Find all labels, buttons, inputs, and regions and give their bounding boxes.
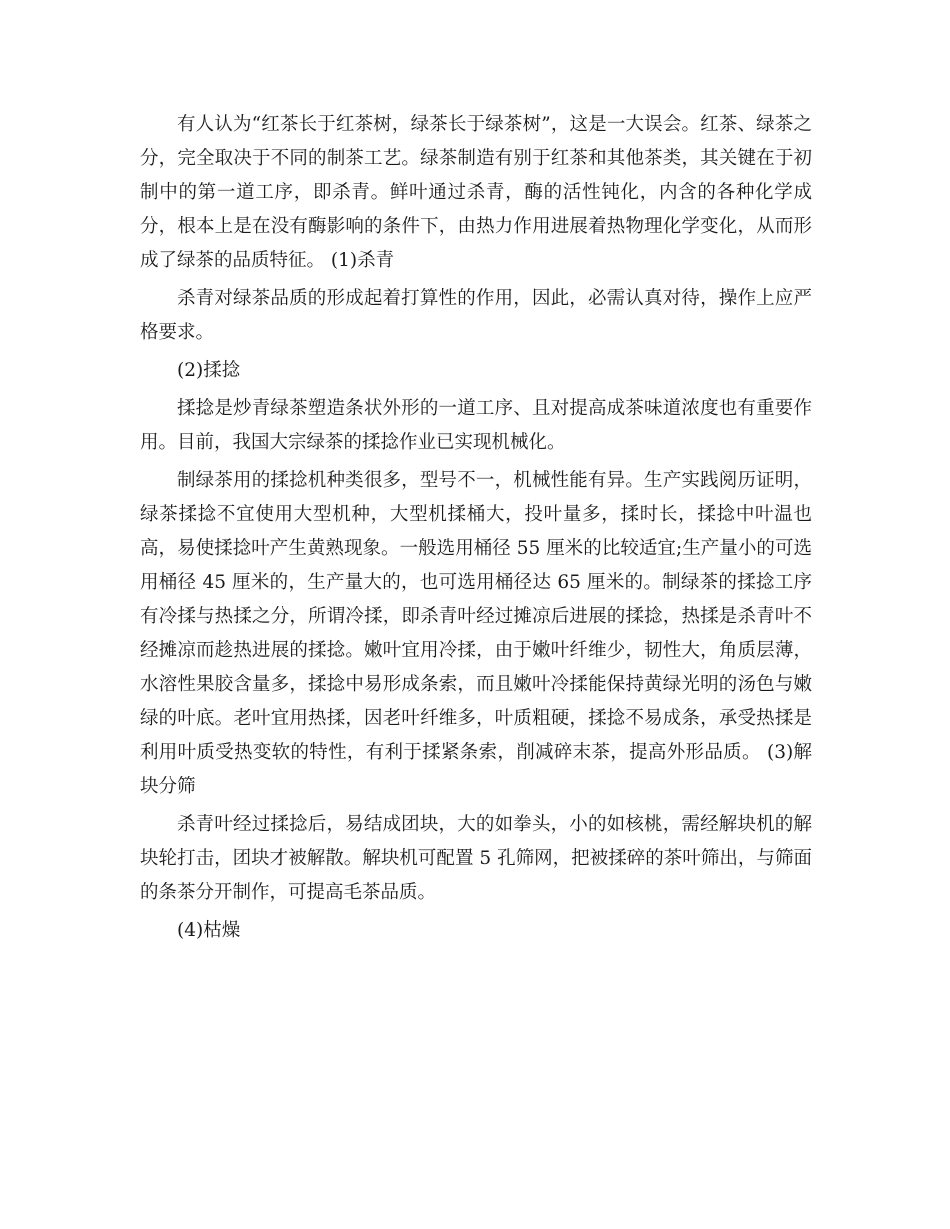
paragraph-intro: 有人认为“红茶长于红茶树，绿茶长于绿茶树”，这是一大误会。红茶、绿茶之分，完全取决于不同的制茶工艺。绿茶制造有别于红茶和其他茶类，其关键在于初制中的第一道工序，即杀青。鲜叶通过杀青，酶的活性钝化，内含的各种化学成分，根本上是在没有酶影响的条件下，由热力作用进展着热物理化学变化，从而形成了绿茶的品质特征。 (1)杀青: [140, 114, 812, 271]
paragraph-rounian-machine: 制绿茶用的揉捻机种类很多，型号不一，机械性能有异。生产实践阅历证明，绿茶揉捻不宜使用大型机种，大型机揉桶大，投叶量多，揉时长，揉捻中叶温也高，易使揉捻叶产生黄熟现象。一般选用桶径 55 厘米的比较适宜;生产量小的可选用桶径 45 厘米的，生产量大的，也可选用桶径达 65 厘米的。制绿茶的揉捻工序有冷揉与热揉之分，所谓冷揉，即杀青叶经过摊凉后进展的揉捻，热揉是杀青叶不经摊凉而趁热进展的揉捻。嫩叶宜用冷揉，由于嫩叶纤维少，韧性大，角质层薄，水溶性果胶含量多，揉捻中易形成条索，而且嫩叶冷揉能保持黄绿光明的汤色与嫩绿的叶底。老叶宜用热揉，因老叶纤维多，叶质粗硬，揉捻不易成条，承受热揉是利用叶质受热变软的特性，有利于揉紧条索，削减碎末茶，提高外形品质。 (3)解块分筛: [140, 470, 812, 797]
document-page: [140, 108, 812, 952]
paragraph-jiekuai: 杀青叶经过揉捻后，易结成团块，大的如拳头，小的如核桃，需经解块机的解块轮打击，团块才被解散。解块机可配置 5 孔筛网，把被揉碎的茶叶筛出，与筛面的条茶分开制作，可提高毛茶品质。: [140, 814, 812, 903]
paragraph-rounian-intro: 揉捻是炒青绿茶塑造条状外形的一道工序、且对提高成茶味道浓度也有重要作用。目前，我国大宗绿茶的揉捻作业已实现机械化。: [140, 398, 812, 453]
heading-kuzao: (4)枯燥: [177, 920, 241, 941]
paragraph-shaqing: 杀青对绿茶品质的形成起着打算性的作用，因此，必需认真对待，操作上应严格要求。: [140, 288, 812, 343]
heading-rounian: (2)揉捻: [177, 360, 241, 381]
